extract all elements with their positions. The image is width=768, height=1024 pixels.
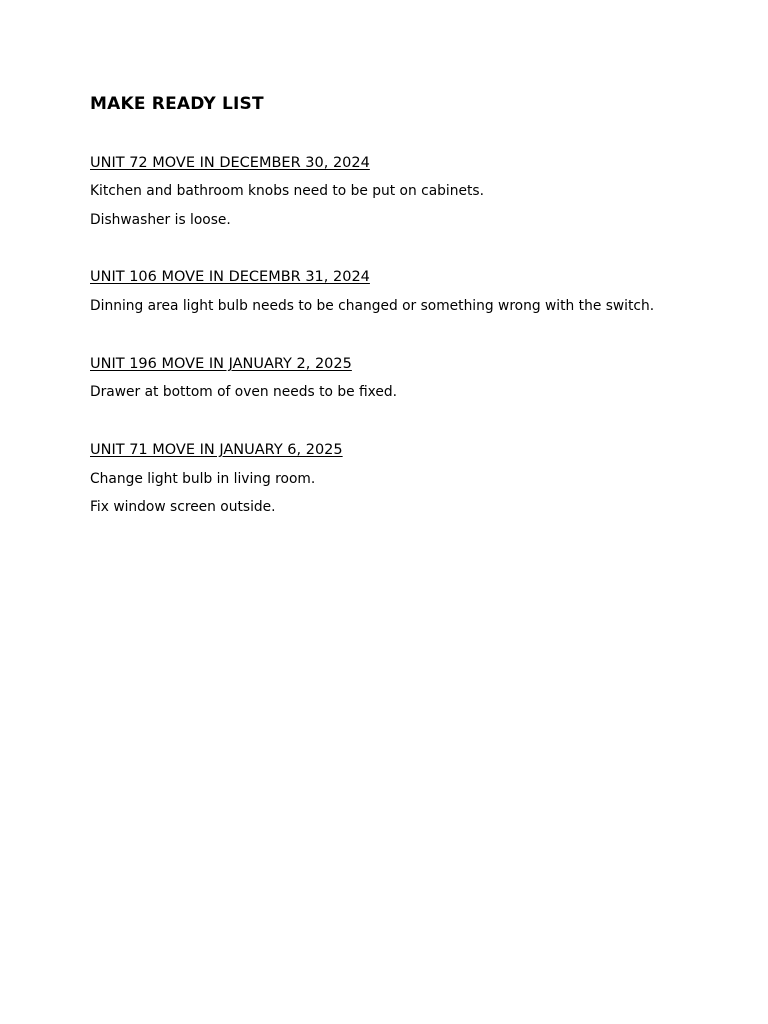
section-unit-71 [90,441,730,516]
section-heading: UNIT 71 MOVE IN JANUARY 6, 2025 [90,442,343,458]
task-list [90,383,730,401]
task-item: Kitchen and bathroom knobs need to be put on cabinets. [90,183,484,199]
task-item: Fix window screen outside. [90,499,276,515]
section-unit-196 [90,355,730,401]
section-heading: UNIT 72 MOVE IN DECEMBER 30, 2024 [90,155,370,171]
section-heading: UNIT 106 MOVE IN DECEMBR 31, 2024 [90,269,370,285]
task-item: Change light bulb in living room. [90,471,316,487]
section-unit-106 [90,268,730,315]
section-heading: UNIT 196 MOVE IN JANUARY 2, 2025 [90,356,352,372]
task-list [90,470,730,516]
document-title: MAKE READY LIST [90,94,264,114]
task-list [90,297,730,315]
task-item: Drawer at bottom of oven needs to be fixed. [90,384,398,400]
task-list [90,182,730,229]
task-item: Dinning area light bulb needs to be changed or something wrong with the switch. [90,298,655,314]
section-unit-72 [90,154,730,229]
document-content [90,94,730,516]
task-item: Dishwasher is loose. [90,212,231,228]
